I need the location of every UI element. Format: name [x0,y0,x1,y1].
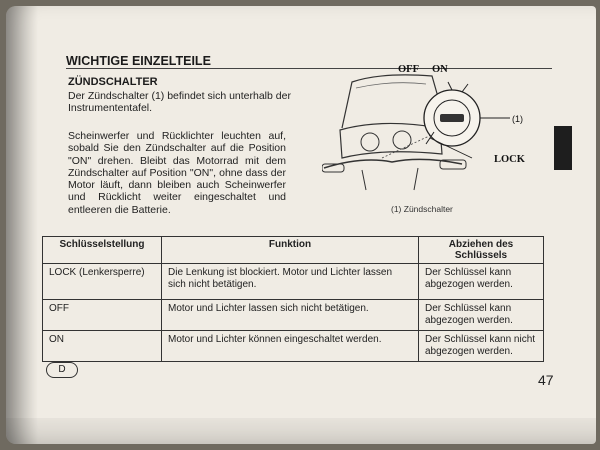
cell-key-removal: Der Schlüssel kann abgezogen werden. [419,264,544,300]
table-row [43,300,544,331]
cell-key-removal: Der Schlüssel kann abgezogen werden. [419,300,544,331]
page-number: 47 [538,372,554,388]
label-off: OFF [398,64,419,75]
header-key-position: Schlüsselstellung [43,237,162,264]
page-bottom-edge [6,418,596,444]
table-header-row [43,237,544,264]
cell-function: Motor und Lichter können eingeschaltet werden. [162,331,419,362]
chapter-tab-marker [554,126,572,170]
cell-position: LOCK (Lenkersperre) [43,264,162,300]
ignition-switch-illustration [322,58,554,200]
tachometer-gauge [393,131,411,149]
cell-function: Die Lenkung ist blockiert. Motor und Lichter lassen sich nicht betätigen. [162,264,419,300]
cell-position: OFF [43,300,162,331]
body-paragraph: Scheinwerfer und Rücklichter leuchten auf, sobald Sie den Zündschalter auf die Position "ON" drehen. Bleibt das Motorrad mit dem Zündschalter auf Position "ON", ohne dass der Motor läuft, dann bleiben auch Scheinwerfer und Rücklicht weiter eingeschaltet und entleeren die Batterie. [68,130,286,216]
cell-position: ON [43,331,162,362]
key-slot [440,114,464,122]
label-lock: LOCK [494,154,525,165]
windscreen-highlight [356,83,426,88]
table-row [43,264,544,300]
subsection-title: ZÜNDSCHALTER [68,76,158,88]
illustration-caption: (1) Zündschalter [391,204,453,214]
label-on: ON [432,64,448,75]
manual-page [6,6,596,444]
callout-number: (1) [512,114,523,124]
language-badge: D [46,362,78,378]
cell-function: Motor und Lichter lassen sich nicht betätigen. [162,300,419,331]
key-position-table [42,236,544,362]
cell-key-removal: Der Schlüssel kann nicht abgezogen werden. [419,331,544,362]
section-title: WICHTIGE EINZELTEILE [66,54,211,68]
header-function: Funktion [162,237,419,264]
intro-paragraph: Der Zündschalter (1) befindet sich unterhalb der Instrumententafel. [68,90,291,114]
fork-tubes [362,168,418,190]
table-row [43,331,544,362]
book-spine-shadow [6,6,38,444]
speedometer-gauge [361,133,379,151]
header-key-removal: Abziehen des Schlüssels [419,237,544,264]
